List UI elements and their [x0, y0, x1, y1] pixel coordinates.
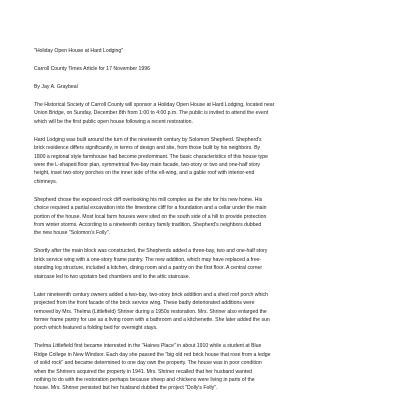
paragraph-line: Thelma Littlefield first became interested in the "Haines Place" in about 1910 while a student at Blue	[34, 343, 262, 350]
paragraph-line: brick residence differs significantly, in terms of design and site, from those built by his neighbors. By	[34, 145, 261, 152]
paragraph-line: Shepherd chose the exposed rock cliff overlooking his mill complex as the site for his new home. His	[34, 196, 263, 203]
paragraph-line: portion of the house. Most local farm houses were sited on the south side of a hill to provide protection	[34, 213, 267, 220]
paragraph-line: removed by Mrs. Thelma (Littlefield) Shriner during a 1950s restoration. Mrs. Shriner also enlarged the	[34, 308, 267, 315]
paragraph-line: Union Bridge, on Sunday, December 8th from 1:00 to 4:00 p.m. The public is invited to attend the event	[34, 110, 269, 117]
paragraph-line: were the L-shaped floor plan, symmetrical five-bay main facade, two-story or two and one-half story	[34, 162, 261, 169]
article-byline: By Jay A. Graybeal	[34, 84, 78, 90]
article-paragraph	[34, 291, 366, 333]
article-paragraph	[34, 136, 366, 186]
article-source: Carroll County Times Article for 17 November 1996	[34, 66, 150, 72]
paragraph-line: Ridge College in New Windsor. Each day she passed the "big old red brick house that rose from a ledge	[34, 351, 271, 358]
paragraph-line: The Historical Society of Carroll County will sponsor a Holiday Open House at Hard Lodging, located near	[34, 102, 275, 108]
article-paragraph	[34, 247, 366, 281]
paragraph-line: porch which featured a folding bed for overnight stays.	[34, 325, 158, 332]
paragraph-line: house. Mrs. Shriner persisted but her husband dubbed the project "Dolly's Folly".	[34, 385, 218, 392]
paragraph-line: 1800 a regional style farmhouse had become predominant. The basic characteristics of this house type	[34, 153, 268, 160]
paragraph-line: which will be the first public open house following a recent restoration.	[34, 118, 193, 125]
paragraph-line: the new house "Solomon's Folly".	[34, 230, 111, 237]
article-paragraph	[34, 101, 366, 126]
paragraph-line: brick service wing with a one-story frame pantry. The new addition, which may have replaced a free-	[34, 256, 262, 263]
article-paragraph	[34, 196, 366, 238]
paragraph-line: standing log structure, included a kitchen, dining room and a pantry on the first floor. A central corner	[34, 265, 263, 272]
paragraph-line: staircase led to two upstairs bed chambers and to the attic staircase.	[34, 273, 191, 280]
paragraph-line: Hard Lodging was built around the turn of the nineteenth century by Solomon Shepherd. Shepherd's	[34, 136, 262, 143]
paragraph-line: of solid rock" and became determined to one day own the property. The house was in poor condition	[34, 360, 262, 367]
paragraph-line: former frame pantry for use as a living room with a bathroom and a kitchenette. She later added the sun	[34, 316, 270, 323]
paragraph-line: chimneys.	[34, 178, 58, 185]
article-body	[34, 101, 366, 393]
paragraph-line: when the Shriners acquired the property in 1941. Mrs. Shriner recalled that her husband wanted	[34, 368, 253, 375]
article-title: "Holiday Open House at Hard Lodging"	[34, 48, 124, 54]
paragraph-line: height, inset two-story porches on the inner side of the ell-wing, and a gable roof with interior-end	[34, 170, 255, 177]
paragraph-line: from winter storms. According to a nineteenth century family tradition, Shepherd's neighbors dubbed	[34, 222, 262, 229]
article-paragraph	[34, 342, 366, 392]
paragraph-line: Later nineteenth century owners added a two-bay, two-story brick addition and a shed roof porch which	[34, 291, 268, 298]
paragraph-line: nothing to do with the restoration perhaps because sheep and chickens were living in parts of the	[34, 376, 255, 383]
paragraph-line: projected from the front facade of the brick service wing. These badly deteriorated additions were	[34, 300, 255, 307]
paragraph-line: Shortly after the main block was constructed, the Shepherds added a three-bay, two and one-half story	[34, 248, 268, 255]
paragraph-line: choice required a partial excavation into the limestone cliff for a foundation and a cellar under the main	[34, 205, 267, 212]
